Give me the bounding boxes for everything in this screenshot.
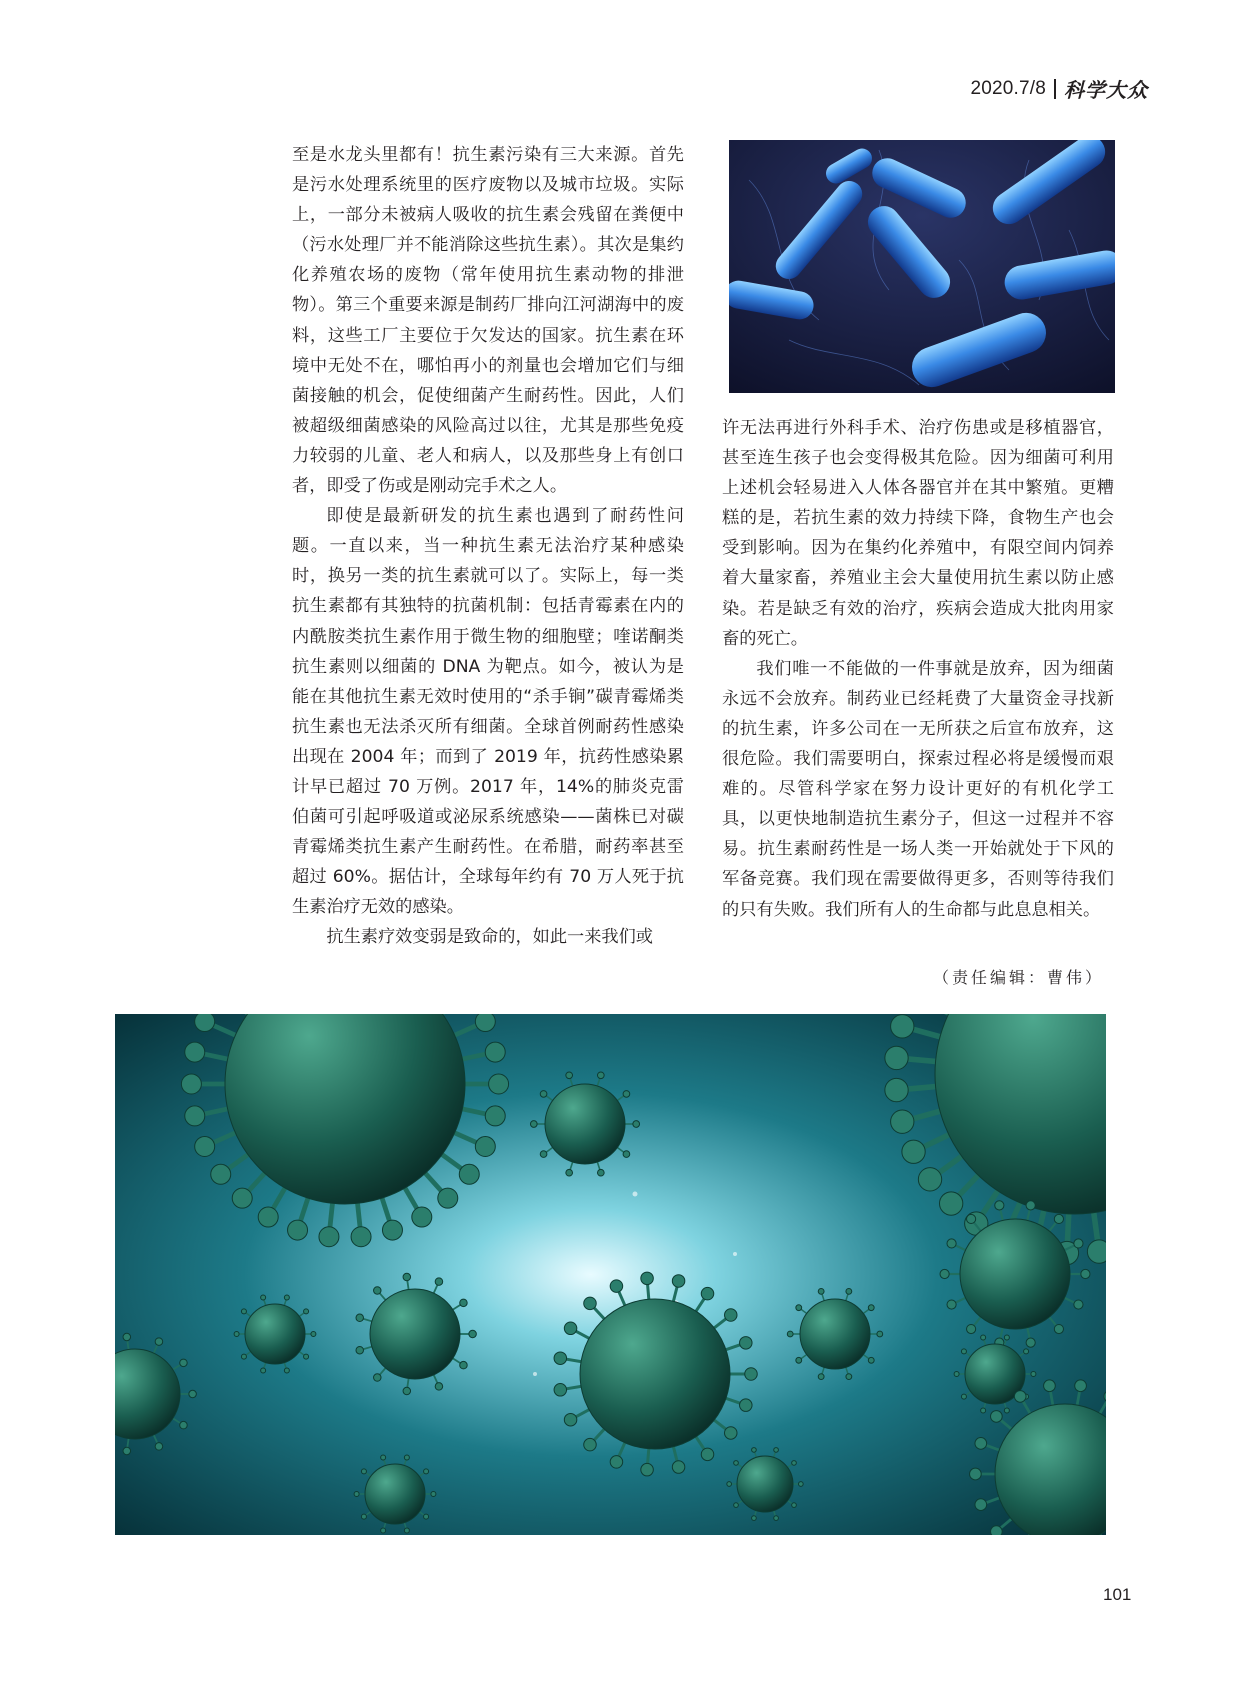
virus-particle [580,1299,730,1449]
issue-date: 2020.7/8 [970,77,1046,99]
virus-particle [737,1456,793,1512]
virus-particle [545,1084,625,1164]
paragraph: 我们唯一不能做的一件事就是放弃，因为细菌永远不会放弃。制药业已经耗费了大量资金寻找新的抗生素，许多公司在一无所获之后宣布放弃，这很危险。我们需要明白，探索过程必将是缓慢而艰难的。尽管科学家在努力设计更好的有机化学工具，以更快地制造抗生素分子，但这一过程并不容易。抗生素耐药性是一场人类一开始就处于下风的军备竞赛。我们现在需要做得更多，否则等待我们的只有失败。我们所有人的生命都与此息息相关。 [722,658,1114,920]
paragraph: 许无法再进行外科手术、治疗伤患或是移植器官，甚至连生孩子也会变得极其危险。因为细菌可利用上述机会轻易进入人体各器官并在其中繁殖。更糟糕的是，若抗生素的效力持续下降，食物生产也会受到影响。因为在集约化养殖中，有限空间内饲养着大量家畜，养殖业主会大量使用抗生素以防止感染。若是缺乏有效的治疗，疾病会造成大批肉用家畜的死亡。 [722,418,1114,649]
virus-particle [960,1219,1070,1329]
magazine-logo: 科学大众 [1064,78,1148,102]
page-number: 101 [1103,1585,1132,1604]
paragraph: 抗生素疗效变弱是致命的，如此一来我们或 [326,927,653,948]
page-header [970,74,1148,103]
virus-particle [245,1304,305,1364]
left-column [292,140,684,953]
virus-illustration [115,1014,1106,1535]
right-column [722,413,1114,925]
paragraph: 至是水龙头里都有！抗生素污染有三大来源。首先是污水处理系统里的医疗废物以及城市垃圾。实际上，一部分未被病人吸收的抗生素会残留在粪便中（污水处理厂并不能消除这些抗生素）。其次是集约化养殖农场的废物（常年使用抗生素动物的排泄物）。第三个重要来源是制药厂排向江河湖海中的废料，这些工厂主要位于欠发达的国家。抗生素在环境中无处不在，哪怕再小的剂量也会增加它们与细菌接触的机会，促使细菌产生耐药性。因此，人们被超级细菌感染的风险高过以往，尤其是那些免疫力较弱的儿童、老人和病人，以及那些身上有创口者，即受了伤或是刚动完手术之人。 [292,145,684,497]
virus-particle [800,1299,870,1369]
header-divider [1054,79,1056,99]
bacteria-illustration [729,140,1115,393]
virus-particle [370,1289,460,1379]
paragraph: 即使是最新研发的抗生素也遇到了耐药性问题。一直以来，当一种抗生素无法治疗某种感染时，换另一类的抗生素就可以了。实际上，每一类抗生素都有其独特的抗菌机制：包括青霉素在内的内酰胺类抗生素作用于微生物的细胞壁；喹诺酮类抗生素则以细菌的 DNA 为靶点。如今，被认为是能在其他抗生素无效时使用的“杀手锏”碳青霉烯类抗生素也无法杀灭所有细菌。全球首例耐药性感染出现在 2004 年；而到了 2019 年，抗药性感染累计早已超过 70 万例。2017 年，14%的肺炎克雷伯菌可引起呼吸道或泌尿系统感染——菌株已对碳青霉烯类抗生素产生耐药性。在希腊，耐药率甚至超过 60%。据估计，全球每年约有 70 万人死于抗生素治疗无效的感染。 [292,506,684,918]
virus-particle [365,1464,425,1524]
editor-credit: （责任编辑：曹伟） [932,968,1104,987]
